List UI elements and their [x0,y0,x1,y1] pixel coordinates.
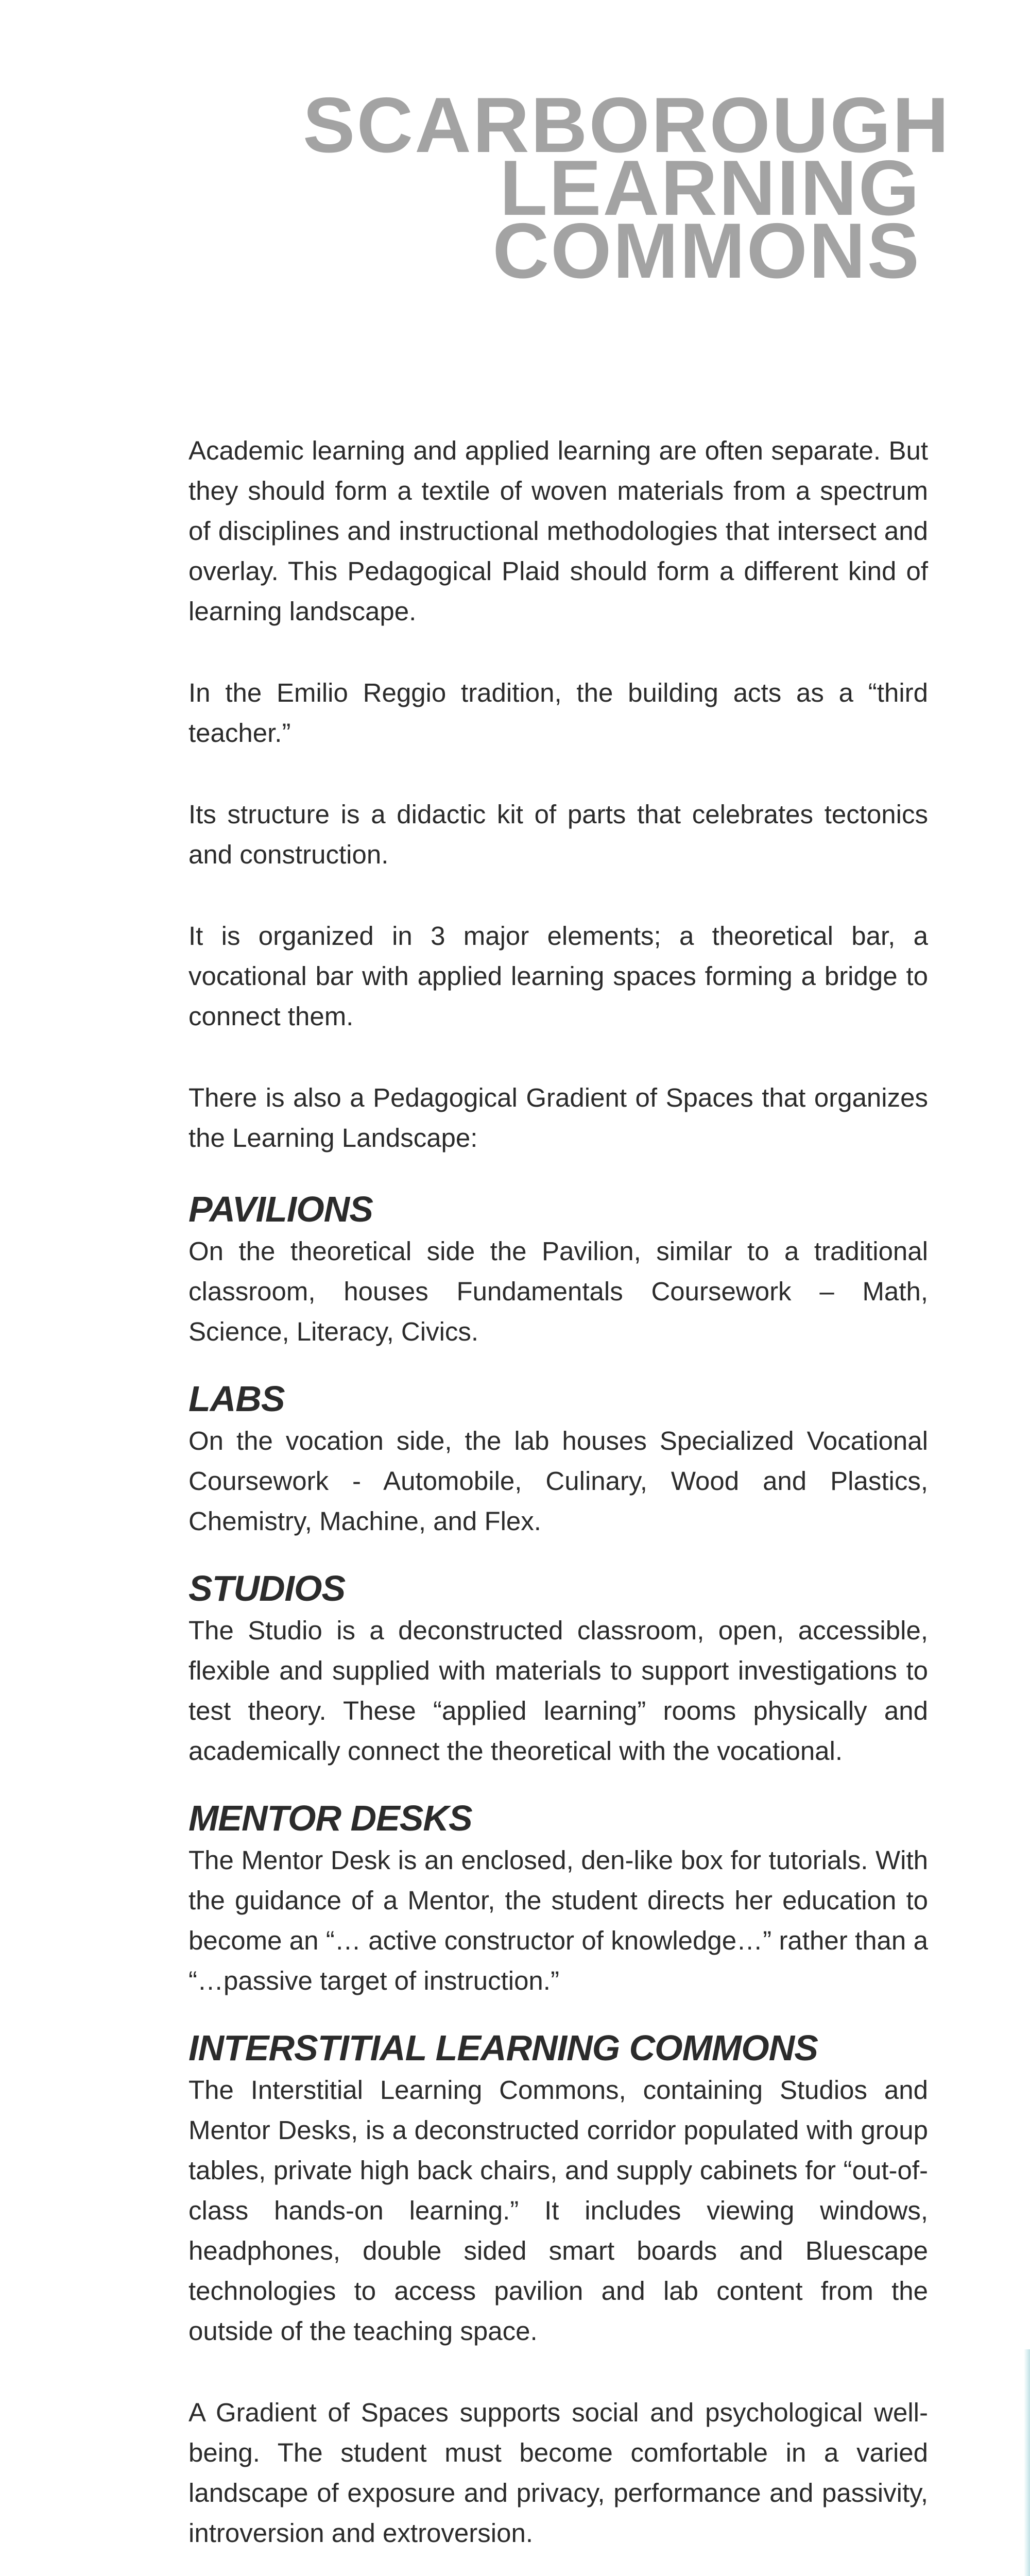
section-body: On the theoretical side the Pavilion, similar to a traditional classroom, houses Fundamentals Coursework – Math, Science, Literacy, Civics. [188,1236,928,1346]
section-heading: STUDIOS [188,1568,346,1608]
section-heading: MENTOR DESKS [188,1798,472,1838]
body-content [188,431,928,2576]
title-line: LEARNING [500,144,921,232]
title-line: SCARBOROUGH [303,81,951,169]
section-body: On the vocation side, the lab houses Specialized Vocational Coursework - Automobile, Culinary, Wood and Plastics, Chemistry, Machine, and Flex. [188,1426,928,1536]
intro-paragraph: There is also a Pedagogical Gradient of Spaces that organizes the Learning Landscape: [188,1083,928,1153]
section-pavilions [188,1187,928,1352]
intro-paragraph: In the Emilio Reggio tradition, the building acts as a “third teacher.” [188,678,928,748]
section-mentor-desks [188,1796,928,2001]
intro-paragraph: It is organized in 3 major elements; a theoretical bar, a vocational bar with applied learning spaces forming a bridge to connect them. [188,921,928,1031]
intro-paragraph: Its structure is a didactic kit of parts that celebrates tectonics and construction. [188,800,928,869]
title-line: COMMONS [492,207,921,295]
section-heading: INTERSTITIAL LEARNING COMMONS [188,2028,818,2068]
section-body: The Mentor Desk is an enclosed, den-like box for tutorials. With the guidance of a Mentor, the student directs her education to become an “… active constructor of knowledge…” rather than a “…passive target of instruction.” [188,1845,928,1995]
page-edge-shadow [1024,2349,1030,2576]
section-studios [188,1566,928,1771]
section-interstitial-learning-commons [188,2026,928,2351]
section-heading: LABS [188,1379,285,1419]
section-body: The Interstitial Learning Commons, containing Studios and Mentor Desks, is a deconstructed corridor populated with group tables, private high back chairs, and supply cabinets for “out-of-class hands-on learning.” It includes viewing windows, headphones, double sided smart boards and Bluescape technologies to access pavilion and lab content from the outside of the teaching space. [188,2075,928,2346]
section-body: The Studio is a deconstructed classroom, open, accessible, flexible and supplied with materials to support investigations to test theory. These “applied learning” rooms physically and academically connect the theoretical with the vocational. [188,1616,928,1766]
section-heading: PAVILIONS [188,1189,373,1229]
closing-paragraph: A Gradient of Spaces supports social and psychological well-being. The student must become comfortable in a varied landscape of exposure and privacy, performance and passivity, introversion and extroversion. [188,2398,928,2548]
intro-paragraph: Academic learning and applied learning are often separate. But they should form a textile of woven materials from a spectrum of disciplines and instructional methodologies that intersect and overlay. This Pedagogical Plaid should form a different kind of learning landscape. [188,436,928,626]
section-labs [188,1377,928,1541]
page-title [303,81,951,295]
